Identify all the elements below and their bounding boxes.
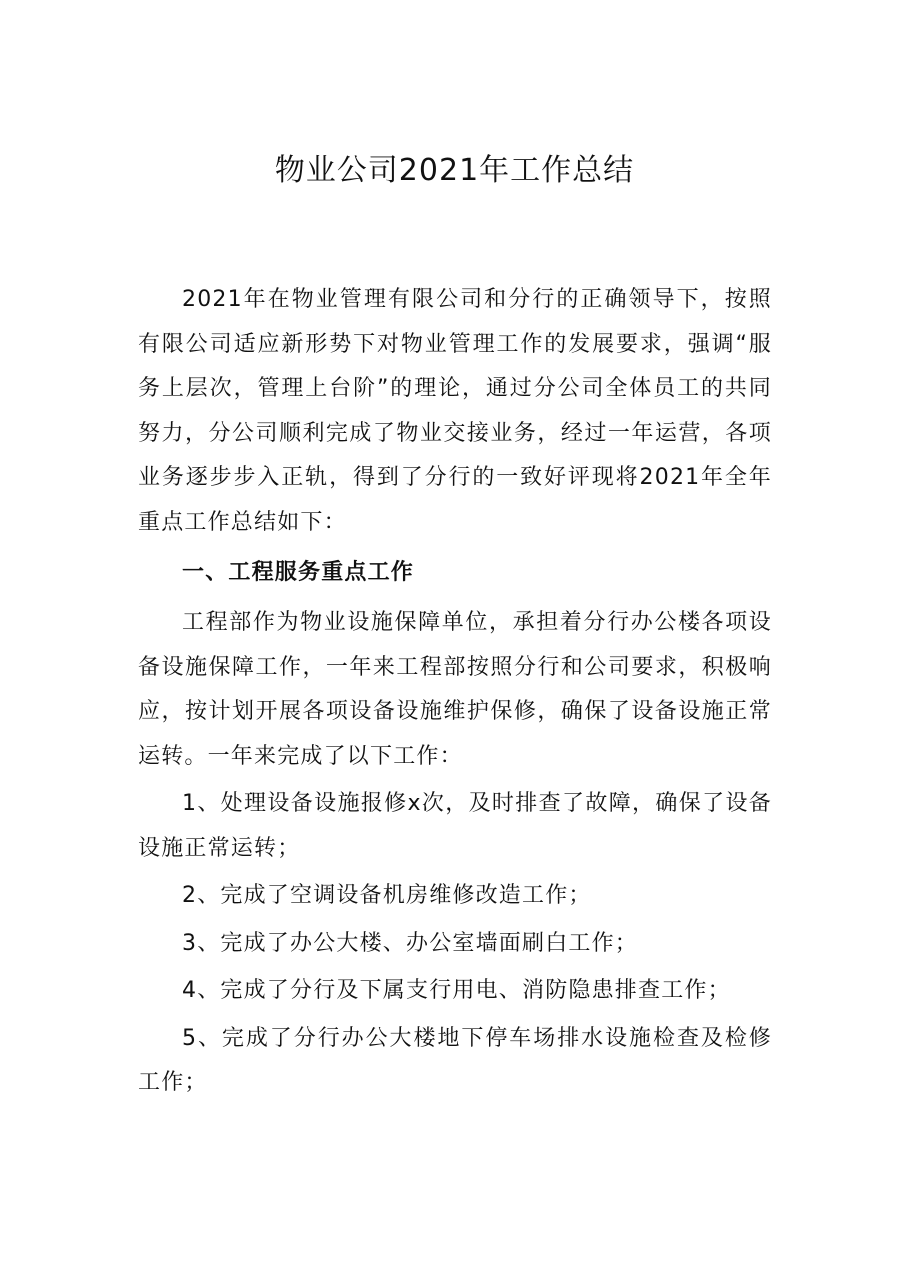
list-item: 2、完成了空调设备机房维修改造工作；: [182, 883, 592, 908]
list-item: 4、完成了分行及下属支行用电、消防隐患排查工作；: [182, 978, 731, 1003]
section-paragraph: 工程部作为物业设施保障单位，承担着分行办公楼各项设备设施保障工作，一年来工程部按照分行和公司要求，积极响应，按计划开展各项设备设施维护保修，确保了设备设施正常运转。一年来完成了以下工作：: [138, 610, 772, 769]
list-item: 5、完成了分行办公大楼地下停车场排水设施检查及检修工作；: [138, 1025, 772, 1095]
intro-paragraph: 2021年在物业管理有限公司和分行的正确领导下，按照有限公司适应新形势下对物业管理工作的发展要求，强调“服务上层次，管理上台阶”的理论，通过分公司全体员工的共同努力，分公司顺利完成了物业交接业务，经过一年运营，各项业务逐步步入正轨，得到了分行的一致好评现将2021年全年重点工作总结如下：: [138, 287, 772, 535]
section-heading: 一、工程服务重点工作: [182, 560, 415, 585]
document-title: 物业公司2021年工作总结: [274, 153, 635, 188]
document-body: [138, 278, 772, 1109]
list-item: 1、处理设备设施报修x次，及时排查了故障，确保了设备设施正常运转；: [138, 791, 772, 861]
list-item: 3、完成了办公大楼、办公室墙面刷白工作；: [182, 930, 638, 956]
